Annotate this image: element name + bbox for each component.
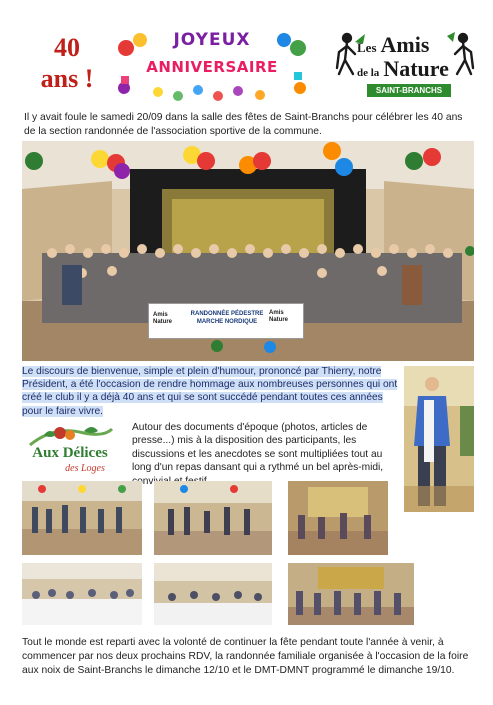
birthday-banner — [118, 28, 306, 106]
title-number: 40 — [54, 33, 80, 62]
photo-dance-1 — [22, 481, 142, 555]
photo-crowd-3 — [288, 563, 414, 625]
discours-paragraph — [22, 365, 400, 418]
amis-nature-logo — [335, 28, 475, 100]
banner-word-joyeux: JOYEUX — [173, 30, 251, 50]
logo-word-les: Les — [357, 40, 377, 55]
logo-word-nature: Nature — [383, 56, 449, 81]
logo-word-amis: Amis — [380, 32, 430, 57]
speaker-photo — [404, 366, 474, 512]
discours-text: Le discours de bienvenue, simple et plein d'humour, prononcé par Thierry, notre Président, a été l'occasion de rendre hommage aux nombreuses personnes qui ont créé le club il y a déjà 40 ans et qui se sont succédé pendant toutes ces années pour le faire vivre. — [22, 366, 398, 417]
delices-line2: des Loges — [65, 463, 105, 474]
outro-paragraph: Tout le monde est reparti avec la volonté de continuer la fête pendant toute l'année à venir, à commencer par nos deux prochains RDV, la randonnée familiale organisée à l'occasion de la foire aux noix de Saint-Branchs le dimanche 12/10 et le DMT-DMNT programmé le dimanche 19/10. — [22, 637, 469, 676]
page-title — [22, 32, 112, 94]
docs-paragraph: Autour des documents d'époque (photos, articles de presse...) mis à la disposition des participants, les discussions et les anecdotes se sont multipliées tout au long d'un repas dansant qui a rythmé un bel après-midi, convivial — [132, 422, 384, 487]
intro-paragraph: Il y avait foule le samedi 20/09 dans la salle des fêtes de Saint-Branchs pour célébrer les 40 ans de la section randonnée de l'association sportive de la commune. — [24, 112, 463, 137]
logo-ribbon: SAINT-BRANCHS — [367, 84, 451, 97]
photo-tables-1 — [22, 563, 142, 625]
photo-dance-2 — [154, 481, 272, 555]
delices-logo — [24, 423, 116, 479]
club-banner — [148, 303, 304, 339]
logo-word-dela: de la — [357, 67, 380, 79]
title-suffix: ans ! — [40, 64, 94, 93]
group-photo — [22, 141, 474, 361]
confetti-icon — [148, 84, 276, 104]
delices-line1: Aux Délices — [32, 445, 108, 461]
club-banner-logo: Amis Nature — [153, 312, 173, 325]
club-banner-logo-right: Amis Nature — [269, 310, 289, 323]
club-banner-line2: MARCHE NORDIQUE — [196, 319, 258, 325]
photo-dance-3 — [288, 481, 388, 555]
club-banner-line1: RANDONNÉE PÉDESTRE — [190, 311, 264, 317]
photo-tables-2 — [154, 563, 272, 625]
banner-word-anniversaire: ANNIVERSAIRE — [146, 58, 278, 76]
